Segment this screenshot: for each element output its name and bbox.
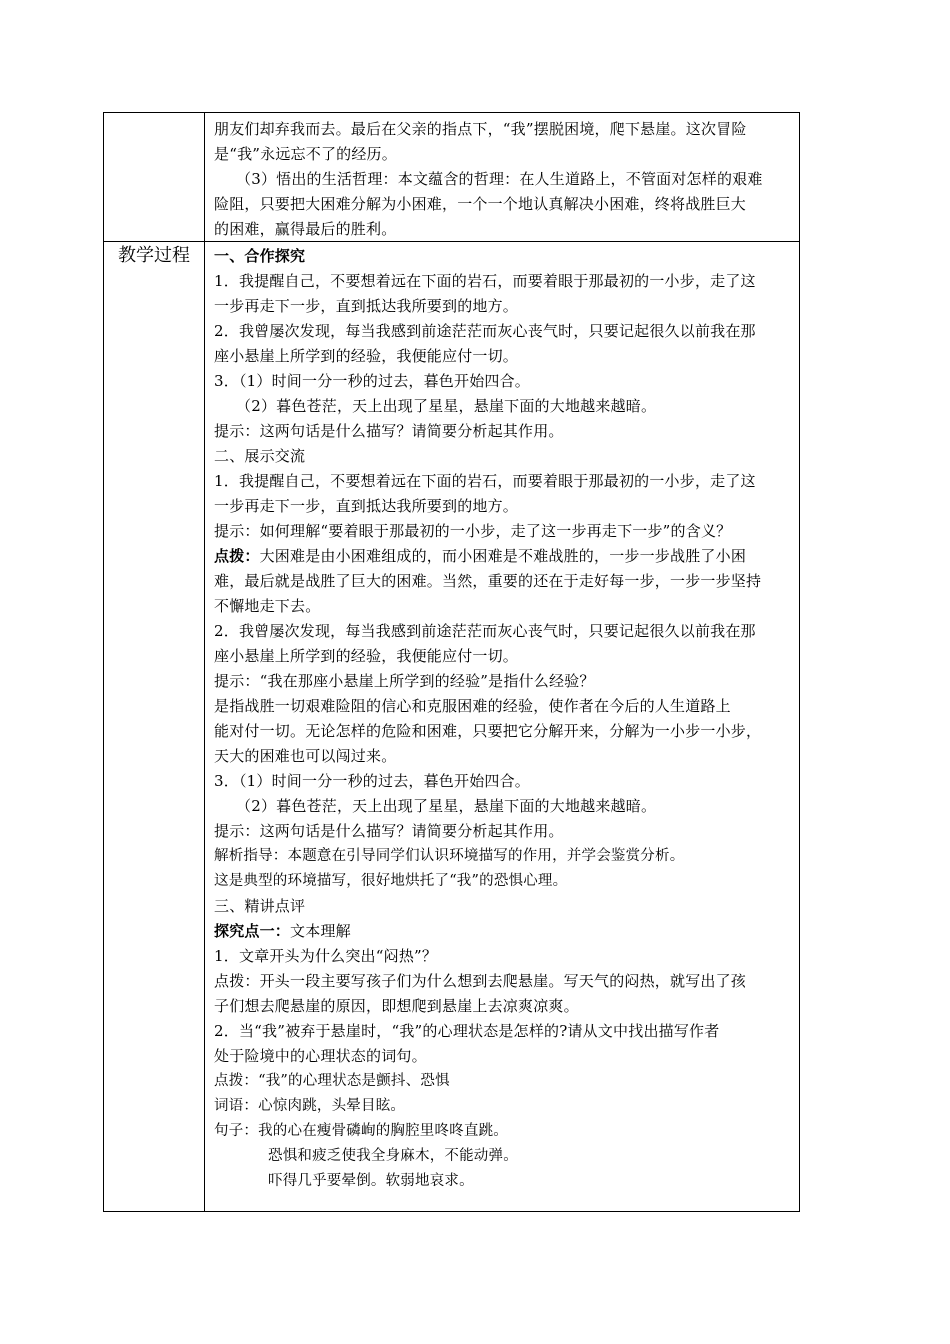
text-line: 一步再走下一步，直到抵达我所要到的地方。 xyxy=(214,297,519,315)
text-line: 3．（1）时间一分一秒的过去，暮色开始四合。 xyxy=(214,372,530,390)
text-line: 座小悬崖上所学到的经验，我便能应付一切。 xyxy=(214,647,519,665)
text-line: 3．（1）时间一分一秒的过去，暮色开始四合。 xyxy=(214,772,530,790)
text-line: 1．文章开头为什么突出“闷热”？ xyxy=(214,947,438,965)
text-line: 能对付一切。无论怎样的危险和困难，只要把它分解开来，分解为一小步一小步， xyxy=(214,722,762,740)
text-line: 句子：我的心在瘦骨磷峋的胸腔里咚咚直跳。 xyxy=(214,1123,508,1139)
top-row-content xyxy=(214,117,796,242)
text-line: 吓得几乎要晕倒。软弱地哀求。 xyxy=(268,1173,474,1189)
text-line: 不懈地走下去。 xyxy=(214,597,321,615)
hint-label: 点拨： xyxy=(214,547,260,565)
text-line: 提示：如何理解“要着眼于那最初的一小步，走了这一步再走下一步”的含义？ xyxy=(214,522,732,540)
text-line: 一步再走下一步，直到抵达我所要到的地方。 xyxy=(214,497,519,515)
hint-text: 大困难是由小困难组成的，而小困难是不难战胜的，一步一步战胜了小困 xyxy=(259,547,747,565)
section-heading: 一、合作探究 xyxy=(214,247,306,265)
text-line: 难，最后就是战胜了巨大的困难。当然，重要的还在于走好每一步，一步一步坚持 xyxy=(214,572,762,590)
section-heading: 二、展示交流 xyxy=(214,447,306,465)
text-line: 这是典型的环境描写，很好地烘托了“我”的恐惧心理。 xyxy=(214,873,568,889)
text-line: 处于险境中的心理状态的词句。 xyxy=(214,1047,427,1065)
lesson-table xyxy=(103,112,800,1212)
text-line: （2）暮色苍茫，天上出现了星星，悬崖下面的大地越来越暗。 xyxy=(236,397,657,415)
text-line xyxy=(214,919,796,944)
text-line: （3）悟出的生活哲理：本文蕴含的哲理：在人生道路上，不管面对怎样的艰难 xyxy=(236,170,763,188)
text-line: 2．当“我”被弃于悬崖时，“我”的心理状态是怎样的?请从文中找出描写作者 xyxy=(214,1022,720,1040)
main-row-content xyxy=(214,244,796,1194)
text-line: 是指战胜一切艰难险阻的信心和克服困难的经验，使作者在今后的人生道路上 xyxy=(214,697,731,715)
text-line: 恐惧和疲乏使我全身麻木，不能动弹。 xyxy=(268,1148,518,1164)
text-line: 子们想去爬悬崖的原因，即想爬到悬崖上去凉爽凉爽。 xyxy=(214,997,579,1015)
text-line: 朋友们却弃我而去。最后在父亲的指点下，“我”摆脱困境，爬下悬崖。这次冒险 xyxy=(214,120,747,138)
text-line: 是“我”永远忘不了的经历。 xyxy=(214,145,397,163)
section-heading: 三、精讲点评 xyxy=(214,897,306,915)
text-line: 提示：“我在那座小悬崖上所学到的经验”是指什么经验？ xyxy=(214,672,595,690)
text-line: 险阻，只要把大困难分解为小困难，一个一个地认真解决小困难，终将战胜巨大 xyxy=(214,195,747,213)
text-line: 提示：这两句话是什么描写？请简要分析起其作用。 xyxy=(214,822,564,840)
text-line: 词语：心惊肉跳，头晕目眩。 xyxy=(214,1098,406,1114)
text-line: 提示：这两句话是什么描写？请简要分析起其作用。 xyxy=(214,422,564,440)
text-line: 天大的困难也可以闯过来。 xyxy=(214,747,397,765)
text-line: 的困难，赢得最后的胜利。 xyxy=(214,220,397,238)
teaching-process-label: 教学过程 xyxy=(118,245,190,266)
focus-text: 文本理解 xyxy=(290,922,351,940)
column-divider xyxy=(204,113,205,1211)
text-line: 2．我曾屡次发现，每当我感到前途茫茫而灰心丧气时，只要记起很久以前我在那 xyxy=(214,322,756,340)
text-line xyxy=(214,544,796,569)
text-line: 1．我提醒自己，不要想着远在下面的岩石，而要着眼于那最初的一小步，走了这 xyxy=(214,272,756,290)
text-line: 1．我提醒自己，不要想着远在下面的岩石，而要着眼于那最初的一小步，走了这 xyxy=(214,472,756,490)
text-line: 座小悬崖上所学到的经验，我便能应付一切。 xyxy=(214,347,519,365)
text-line: 解析指导：本题意在引导同学们认识环境描写的作用，并学会鉴赏分析。 xyxy=(214,848,685,864)
text-line: （2）暮色苍茫，天上出现了星星，悬崖下面的大地越来越暗。 xyxy=(236,797,657,815)
focus-label: 探究点一： xyxy=(214,922,291,940)
text-line: 点拨：开头一段主要写孩子们为什么想到去爬悬崖。写天气的闷热，就写出了孩 xyxy=(214,972,747,990)
text-line: 点拨：“我”的心理状态是颤抖、恐惧 xyxy=(214,1073,450,1089)
text-line: 2．我曾屡次发现，每当我感到前途茫茫而灰心丧气时，只要记起很久以前我在那 xyxy=(214,622,756,640)
